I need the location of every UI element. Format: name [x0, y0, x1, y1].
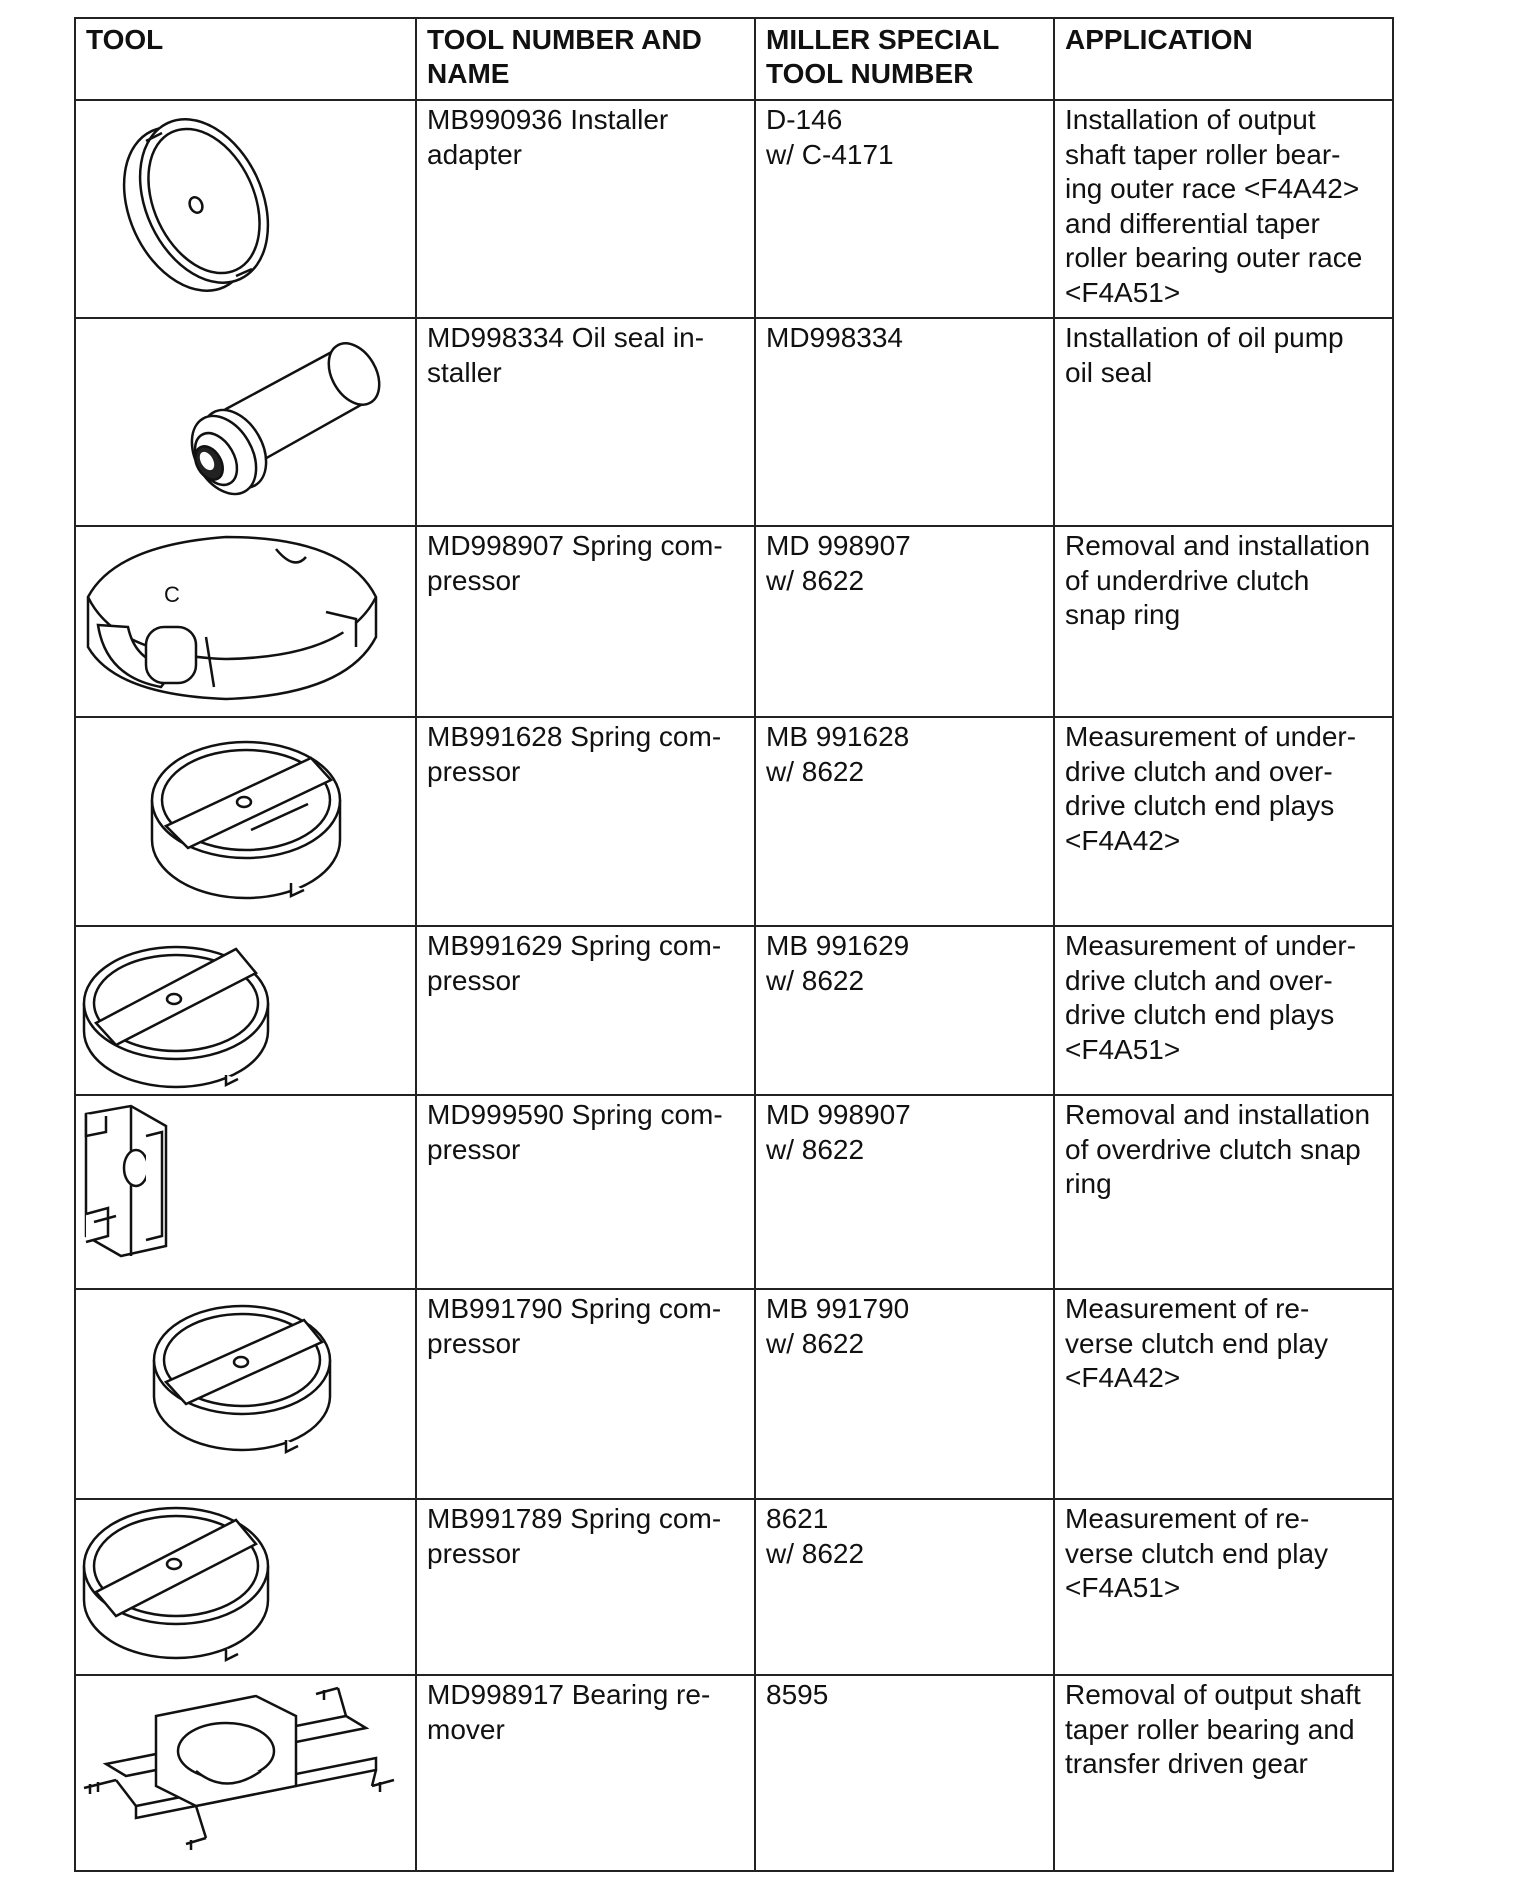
application: Removal and installation of underdrive clutch snap ring	[1054, 526, 1393, 717]
application: Removal of output shaft taper roller bearing and transfer driven gear	[1054, 1675, 1393, 1871]
application: Measurement of under- drive clutch and over- drive clutch end plays <F4A51>	[1054, 926, 1393, 1095]
header-tool-number-name: TOOL NUMBER AND NAME	[416, 18, 755, 100]
tool-number-name: MB991629 Spring com- pressor	[416, 926, 755, 1095]
table-row	[75, 1289, 1393, 1499]
tool-number-name: MB991790 Spring com- pressor	[416, 1289, 755, 1499]
tool-image-cell	[75, 1095, 416, 1289]
tool-image-cell	[75, 1675, 416, 1871]
svg-text:C: C	[164, 582, 180, 607]
tool-number-name: MB991628 Spring com- pressor	[416, 717, 755, 926]
miller-number: MB 991790 w/ 8622	[755, 1289, 1054, 1499]
table-row	[75, 1499, 1393, 1675]
table-row	[75, 318, 1393, 526]
table-row	[75, 1675, 1393, 1871]
header-application: APPLICATION	[1054, 18, 1393, 100]
application: Removal and installation of overdrive clutch snap ring	[1054, 1095, 1393, 1289]
application: Measurement of re- verse clutch end play <F4A51>	[1054, 1499, 1393, 1675]
tool-number-name: MB990936 Installer adapter	[416, 100, 755, 318]
table-row	[75, 100, 1393, 318]
tool-image-cell	[75, 526, 416, 717]
tool-image-cell	[75, 100, 416, 318]
miller-number: 8595	[755, 1675, 1054, 1871]
application: Measurement of re- verse clutch end play <F4A42>	[1054, 1289, 1393, 1499]
tool-image-cell	[75, 717, 416, 926]
table-row	[75, 526, 1393, 717]
tool-number-name: MB991789 Spring com- pressor	[416, 1499, 755, 1675]
miller-number: MD998334	[755, 318, 1054, 526]
tool-number-name: MD998907 Spring com- pressor	[416, 526, 755, 717]
oil-seal-installer-icon	[76, 319, 415, 523]
tool-image-cell	[75, 1499, 416, 1675]
tool-image-cell	[75, 926, 416, 1095]
spring-compressor-icon	[76, 927, 415, 1092]
miller-number: MD 998907 w/ 8622	[755, 526, 1054, 717]
header-miller-number: MILLER SPECIAL TOOL NUMBER	[755, 18, 1054, 100]
miller-number: MD 998907 w/ 8622	[755, 1095, 1054, 1289]
tool-image-cell	[75, 1289, 416, 1499]
table-row	[75, 1095, 1393, 1289]
tool-number-name: MD999590 Spring com- pressor	[416, 1095, 755, 1289]
tool-number-name: MD998334 Oil seal in- staller	[416, 318, 755, 526]
installer-adapter-icon	[76, 101, 415, 315]
spring-compressor-block-icon	[76, 1096, 415, 1286]
miller-number: MB 991628 w/ 8622	[755, 717, 1054, 926]
table-row	[75, 926, 1393, 1095]
miller-number: MB 991629 w/ 8622	[755, 926, 1054, 1095]
application: Measurement of under- drive clutch and over- drive clutch end plays <F4A42>	[1054, 717, 1393, 926]
tool-image-cell	[75, 318, 416, 526]
header-tool: TOOL	[75, 18, 416, 100]
table-row	[75, 717, 1393, 926]
miller-number: D-146 w/ C-4171	[755, 100, 1054, 318]
application: Installation of oil pump oil seal	[1054, 318, 1393, 526]
header-row	[75, 18, 1393, 100]
special-tools-table	[74, 17, 1394, 1872]
application: Installation of output shaft taper roller bear- ing outer race <F4A42> and differential taper roller bearing outer race <F4A51>	[1054, 100, 1393, 318]
spring-compressor-icon	[76, 718, 415, 923]
spring-compressor-icon	[76, 1500, 415, 1672]
spring-compressor-icon	[76, 527, 415, 714]
miller-number: 8621 w/ 8622	[755, 1499, 1054, 1675]
bearing-remover-icon	[76, 1676, 415, 1868]
tool-number-name: MD998917 Bearing re- mover	[416, 1675, 755, 1871]
spring-compressor-icon	[76, 1290, 415, 1496]
